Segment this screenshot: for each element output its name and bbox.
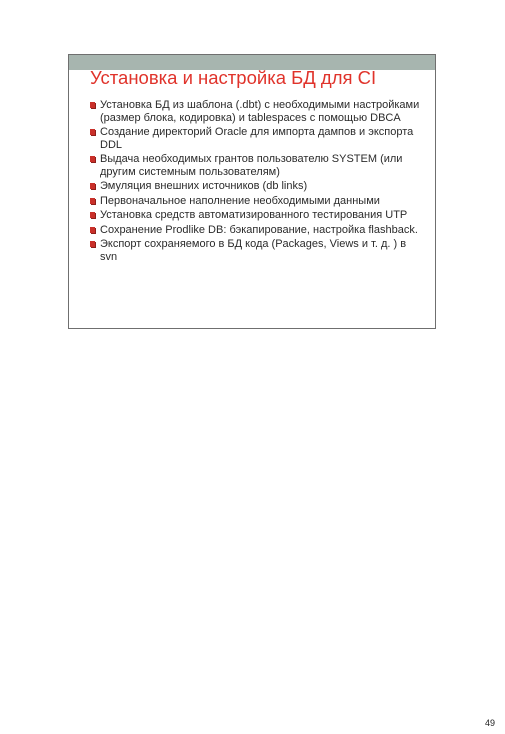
- square-bullet-icon: [90, 212, 95, 218]
- bullet-item: [90, 224, 420, 237]
- bullet-item: [90, 153, 420, 178]
- bullet-text: Эмуляция внешних источников (db links): [100, 180, 308, 192]
- square-bullet-icon: [90, 183, 95, 189]
- bullet-text: Выдача необходимых грантов пользователю SYSTEM (или другим системным пользователям): [100, 153, 403, 178]
- bullet-item: [90, 99, 420, 124]
- bullet-text: Установка средств автоматизированного тестирования UTP: [100, 209, 408, 221]
- slide-frame: [68, 54, 436, 329]
- bullet-item: [90, 126, 420, 151]
- bullet-text: Экспорт сохраняемого в БД кода (Packages, Views и т. д. ) в svn: [100, 238, 407, 263]
- square-bullet-icon: [90, 198, 95, 204]
- slide-title: Установка и настройка БД для CI: [90, 67, 377, 88]
- bullet-text: Первоначальное наполнение необходимыми данными: [100, 194, 380, 207]
- bullet-item: [90, 180, 420, 193]
- square-bullet-icon: [90, 241, 95, 247]
- square-bullet-icon: [90, 156, 95, 162]
- bullet-text: Сохранение Prodlike DB: бэкапирование, настройка flashback.: [100, 223, 418, 236]
- bullet-item: [90, 238, 420, 263]
- square-bullet-icon: [90, 129, 95, 135]
- bullet-text: Установка БД из шаблона (.dbt) с необходимыми настройками (размер блока, кодировка) и tablespaces с помощью DBCA: [100, 99, 420, 124]
- square-bullet-icon: [90, 102, 95, 108]
- bullet-item: [90, 195, 420, 208]
- bullet-item: [90, 209, 420, 222]
- bullet-list: [90, 99, 420, 265]
- page-number: 49: [484, 718, 495, 728]
- square-bullet-icon: [90, 227, 95, 233]
- bullet-text: Создание директорий Oracle для импорта дампов и экспорта DDL: [100, 126, 414, 151]
